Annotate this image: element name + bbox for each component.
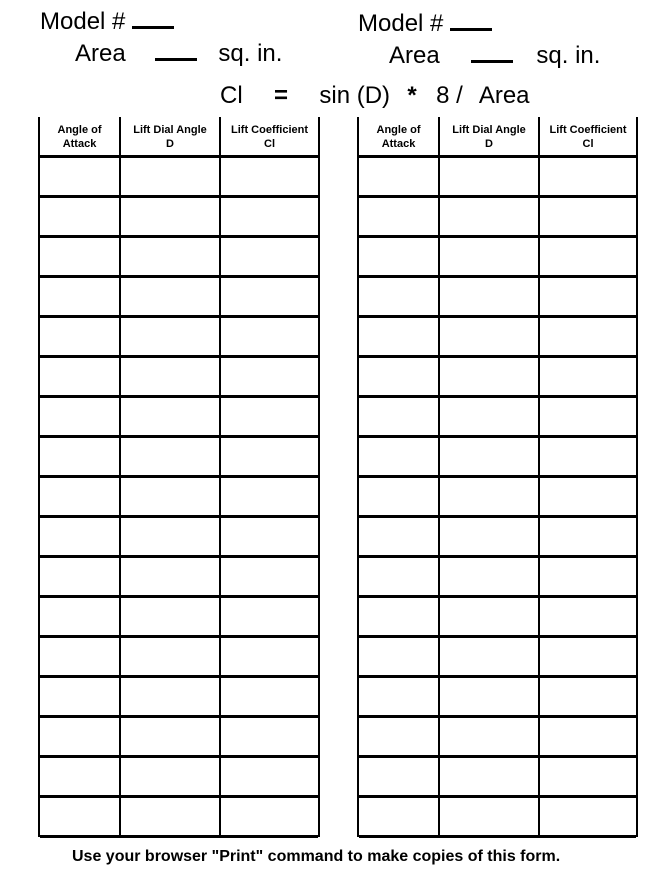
lift-coefficient-cell[interactable]	[221, 678, 318, 715]
table-row	[359, 518, 636, 555]
print-instruction: Use your browser "Print" command to make copies of this form.	[72, 848, 561, 865]
lift-dial-angle-cell[interactable]	[440, 638, 538, 675]
table-row	[40, 318, 318, 355]
lift-dial-angle-cell[interactable]	[121, 638, 219, 675]
table-row	[40, 278, 318, 315]
table-row	[40, 238, 318, 275]
area-unit-left: sq. in.	[218, 40, 283, 67]
lift-dial-angle-cell[interactable]	[440, 238, 538, 275]
row-rule	[40, 675, 318, 678]
row-rule	[359, 515, 636, 518]
row-rule	[40, 235, 318, 238]
header-angle-of-attack: Angle of Attack	[376, 124, 421, 150]
row-rule	[40, 635, 318, 638]
row-rule	[359, 235, 636, 238]
formula-op: *	[407, 82, 417, 109]
model-number-label-right: Model #	[358, 10, 492, 38]
lift-dial-angle-cell[interactable]	[121, 398, 219, 435]
angle-of-attack-cell[interactable]	[359, 598, 438, 635]
table-row	[359, 238, 636, 275]
table-row	[359, 318, 636, 355]
formula-arg: (D)	[356, 82, 391, 109]
angle-of-attack-cell[interactable]	[40, 318, 119, 355]
lift-dial-angle-cell[interactable]	[440, 358, 538, 395]
row-rule	[40, 435, 318, 438]
lift-coefficient-cell[interactable]	[221, 598, 318, 635]
angle-of-attack-cell[interactable]	[359, 318, 438, 355]
row-rule	[359, 435, 636, 438]
lift-dial-angle-cell[interactable]	[440, 478, 538, 515]
header-lift-dial-angle: Lift Dial Angle D	[452, 124, 526, 150]
lift-dial-angle-cell[interactable]	[121, 358, 219, 395]
table-row	[40, 398, 318, 435]
angle-of-attack-cell[interactable]	[359, 678, 438, 715]
model-number-label-left: Model #	[40, 8, 174, 36]
table-row	[40, 158, 318, 195]
table-row	[359, 438, 636, 475]
lift-coefficient-cell[interactable]	[540, 718, 637, 755]
lift-coefficient-cell[interactable]	[221, 518, 318, 555]
table-row	[359, 718, 636, 755]
table-row	[359, 558, 636, 595]
lift-coefficient-cell[interactable]	[221, 638, 318, 675]
row-rule	[359, 475, 636, 478]
lift-coefficient-cell[interactable]	[540, 278, 637, 315]
lift-dial-angle-cell[interactable]	[121, 438, 219, 475]
header-lift-dial-angle: Lift Dial Angle D	[133, 124, 207, 150]
row-rule	[359, 755, 636, 758]
row-rule	[359, 395, 636, 398]
row-rule	[359, 315, 636, 318]
angle-of-attack-cell[interactable]	[40, 198, 119, 235]
lift-dial-angle-cell[interactable]	[121, 478, 219, 515]
angle-of-attack-cell[interactable]	[359, 518, 438, 555]
row-rule	[40, 315, 318, 318]
row-rule	[359, 835, 636, 838]
table-row	[40, 678, 318, 715]
angle-of-attack-cell[interactable]	[40, 558, 119, 595]
data-table-left	[38, 117, 320, 837]
data-table-right	[357, 117, 638, 837]
table-row	[359, 678, 636, 715]
lift-coefficient-cell[interactable]	[221, 558, 318, 595]
table-row	[359, 478, 636, 515]
table-row	[359, 278, 636, 315]
lift-coefficient-cell[interactable]	[221, 198, 318, 235]
angle-of-attack-cell[interactable]	[40, 278, 119, 315]
angle-of-attack-cell[interactable]	[359, 478, 438, 515]
lift-coefficient-cell[interactable]	[540, 598, 637, 635]
model-number-blank-left[interactable]	[132, 26, 174, 29]
row-rule	[359, 715, 636, 718]
lift-coefficient-cell[interactable]	[540, 758, 637, 795]
lift-coefficient-cell[interactable]	[221, 758, 318, 795]
header-lift-coefficient: Lift Coefficient Cl	[549, 124, 627, 150]
lift-dial-angle-cell[interactable]	[121, 198, 219, 235]
lift-coefficient-cell[interactable]	[221, 158, 318, 195]
lift-coefficient-cell[interactable]	[221, 318, 318, 355]
lift-coefficient-cell[interactable]	[221, 278, 318, 315]
table-row	[359, 638, 636, 675]
lift-coefficient-cell[interactable]	[540, 158, 637, 195]
lift-dial-angle-cell[interactable]	[440, 198, 538, 235]
row-rule	[359, 555, 636, 558]
angle-of-attack-cell[interactable]	[359, 198, 438, 235]
formula-slash: /	[456, 82, 463, 109]
lift-coefficient-cell[interactable]	[540, 438, 637, 475]
row-rule	[359, 595, 636, 598]
row-rule	[40, 715, 318, 718]
row-rule	[359, 355, 636, 358]
angle-of-attack-cell[interactable]	[359, 278, 438, 315]
table-row	[40, 478, 318, 515]
row-rule	[40, 395, 318, 398]
header-lift-coefficient: Lift Coefficient Cl	[231, 124, 308, 150]
area-label-left: Area sq. in.	[75, 40, 283, 67]
formula-den: Area	[478, 82, 530, 109]
lift-dial-angle-cell[interactable]	[121, 238, 219, 275]
table-row	[359, 198, 636, 235]
model-number-blank-right[interactable]	[450, 28, 492, 31]
lift-dial-angle-cell[interactable]	[440, 318, 538, 355]
area-blank-left[interactable]	[155, 58, 197, 61]
row-rule	[359, 675, 636, 678]
lift-coefficient-cell[interactable]	[221, 238, 318, 275]
angle-of-attack-cell[interactable]	[40, 478, 119, 515]
lift-dial-angle-cell[interactable]	[121, 318, 219, 355]
angle-of-attack-cell[interactable]	[40, 758, 119, 795]
table-row	[40, 638, 318, 675]
row-rule	[40, 835, 318, 838]
header-rule	[359, 155, 636, 158]
angle-of-attack-cell[interactable]	[359, 238, 438, 275]
angle-of-attack-cell[interactable]	[40, 438, 119, 475]
angle-of-attack-cell[interactable]	[359, 558, 438, 595]
table-row	[359, 398, 636, 435]
angle-of-attack-cell[interactable]	[359, 718, 438, 755]
formula-equals: =	[274, 82, 289, 109]
lift-dial-angle-cell[interactable]	[440, 558, 538, 595]
row-rule	[40, 475, 318, 478]
angle-of-attack-cell[interactable]	[359, 158, 438, 195]
lift-coefficient-cell[interactable]	[540, 518, 637, 555]
angle-of-attack-cell[interactable]	[40, 638, 119, 675]
lift-coefficient-cell[interactable]	[540, 638, 637, 675]
lift-coefficient-cell[interactable]	[540, 318, 637, 355]
lift-dial-angle-cell[interactable]	[121, 718, 219, 755]
row-rule	[40, 355, 318, 358]
lift-coefficient-cell[interactable]	[221, 718, 318, 755]
row-rule	[359, 275, 636, 278]
row-rule	[40, 195, 318, 198]
formula-func: sin	[319, 82, 351, 109]
lift-coefficient-cell[interactable]	[221, 478, 318, 515]
lift-dial-angle-cell[interactable]	[440, 518, 538, 555]
lift-dial-angle-cell[interactable]	[121, 598, 219, 635]
angle-of-attack-cell[interactable]	[40, 158, 119, 195]
table-row	[359, 158, 636, 195]
lift-coefficient-cell[interactable]	[540, 238, 637, 275]
lift-dial-angle-cell[interactable]	[440, 278, 538, 315]
lift-dial-angle-cell[interactable]	[121, 518, 219, 555]
lift-coefficient-cell[interactable]	[221, 438, 318, 475]
angle-of-attack-cell[interactable]	[40, 238, 119, 275]
angle-of-attack-cell[interactable]	[40, 678, 119, 715]
header-rule	[40, 155, 318, 158]
table-row	[40, 438, 318, 475]
row-rule	[40, 755, 318, 758]
table-row	[40, 758, 318, 795]
lift-dial-angle-cell[interactable]	[440, 678, 538, 715]
angle-of-attack-cell[interactable]	[359, 358, 438, 395]
formula-lhs: Cl	[220, 82, 243, 109]
table-row	[40, 518, 318, 555]
angle-of-attack-cell[interactable]	[40, 398, 119, 435]
header-angle-of-attack: Angle of Attack	[57, 124, 102, 150]
formula-num: 8	[436, 82, 450, 109]
lift-coefficient-cell[interactable]	[540, 358, 637, 395]
table-row	[359, 358, 636, 395]
lift-dial-angle-cell[interactable]	[121, 558, 219, 595]
lift-coefficient-cell[interactable]	[540, 198, 637, 235]
lift-coefficient-cell[interactable]	[540, 558, 637, 595]
row-rule	[40, 515, 318, 518]
row-rule	[359, 195, 636, 198]
area-label-right: Area sq. in.	[389, 42, 601, 69]
area-blank-right[interactable]	[471, 60, 513, 63]
row-rule	[40, 795, 318, 798]
area-unit-right: sq. in.	[536, 42, 601, 69]
table-row	[40, 198, 318, 235]
lift-dial-angle-cell[interactable]	[121, 758, 219, 795]
angle-of-attack-cell[interactable]	[40, 358, 119, 395]
lift-dial-angle-cell[interactable]	[440, 158, 538, 195]
table-row	[359, 598, 636, 635]
lift-dial-angle-cell[interactable]	[440, 598, 538, 635]
lift-dial-angle-cell[interactable]	[121, 678, 219, 715]
angle-of-attack-cell[interactable]	[359, 638, 438, 675]
angle-of-attack-cell[interactable]	[359, 438, 438, 475]
angle-of-attack-cell[interactable]	[359, 398, 438, 435]
lift-dial-angle-cell[interactable]	[440, 438, 538, 475]
table-row	[40, 558, 318, 595]
table-row	[40, 358, 318, 395]
lift-coefficient-formula	[220, 82, 530, 110]
lift-dial-angle-cell[interactable]	[121, 158, 219, 195]
table-row	[40, 598, 318, 635]
table-row	[359, 758, 636, 795]
row-rule	[40, 595, 318, 598]
lift-coefficient-cell[interactable]	[221, 398, 318, 435]
row-rule	[40, 555, 318, 558]
lift-dial-angle-cell[interactable]	[440, 718, 538, 755]
row-rule	[359, 795, 636, 798]
lift-dial-angle-cell[interactable]	[440, 758, 538, 795]
lift-coefficient-cell[interactable]	[540, 478, 637, 515]
lift-coefficient-cell[interactable]	[540, 678, 637, 715]
angle-of-attack-cell[interactable]	[40, 598, 119, 635]
angle-of-attack-cell[interactable]	[40, 718, 119, 755]
row-rule	[40, 275, 318, 278]
lift-coefficient-cell[interactable]	[540, 398, 637, 435]
lift-dial-angle-cell[interactable]	[121, 278, 219, 315]
lift-dial-angle-cell[interactable]	[440, 398, 538, 435]
row-rule	[359, 635, 636, 638]
angle-of-attack-cell[interactable]	[40, 518, 119, 555]
angle-of-attack-cell[interactable]	[359, 758, 438, 795]
lift-coefficient-cell[interactable]	[221, 358, 318, 395]
table-row	[40, 718, 318, 755]
